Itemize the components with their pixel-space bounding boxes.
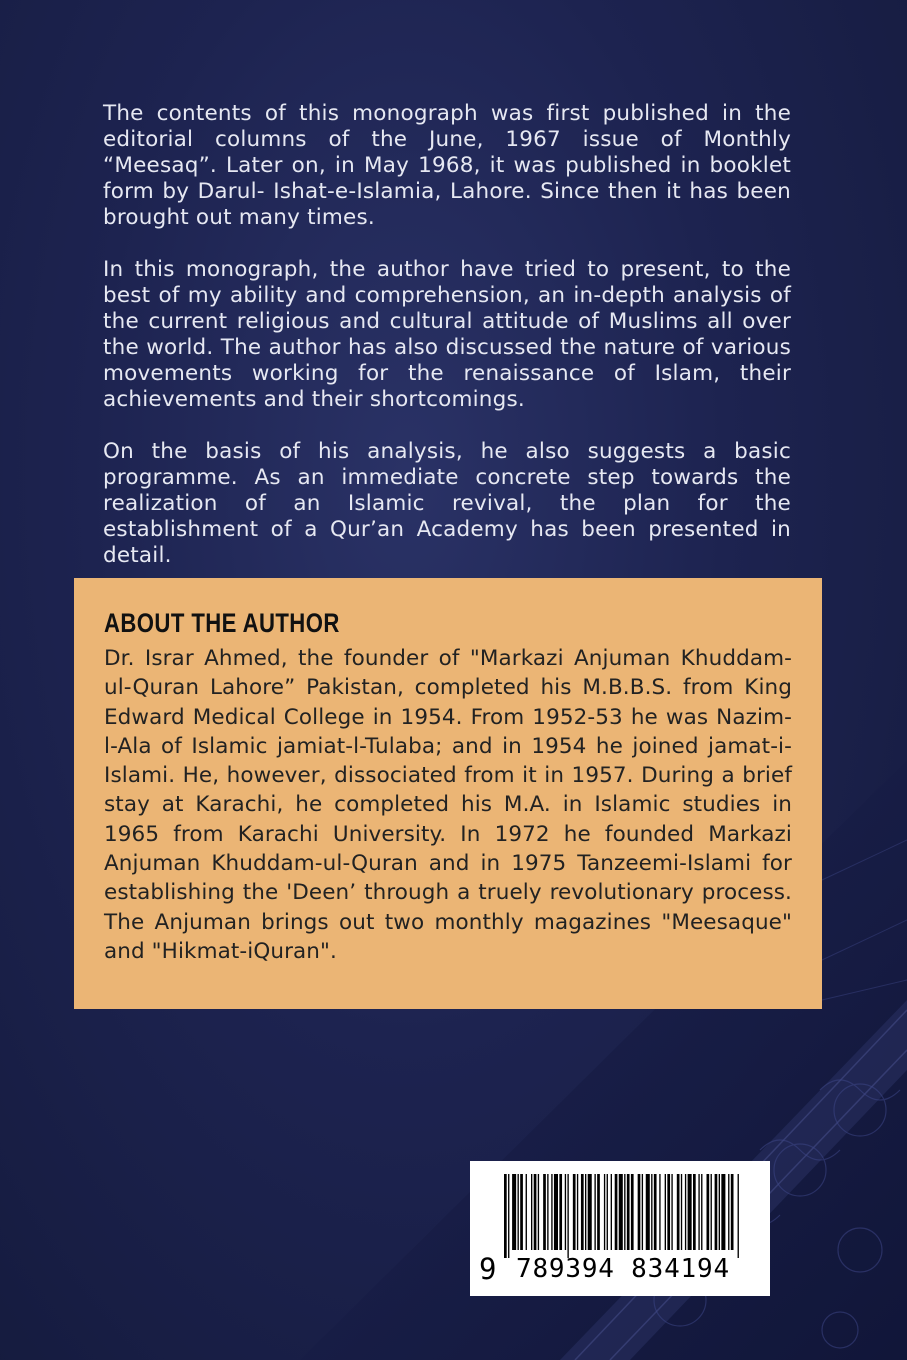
barcode-bar — [667, 1174, 670, 1250]
barcode-bar — [715, 1174, 718, 1250]
barcode-bar — [681, 1174, 682, 1250]
barcode-bar — [615, 1174, 618, 1250]
barcode-bar — [567, 1174, 568, 1258]
barcode-bar — [504, 1174, 507, 1258]
book-blurb — [103, 101, 791, 595]
barcode-bar — [659, 1174, 660, 1250]
barcode-bar — [701, 1174, 702, 1250]
blurb-paragraph: On the basis of his analysis, he also suggests a basic programme. As an immediate concrete step towards the realization of an Islamic revival, the plan for the establishment of a Qur’an Academy has been presented in detail. — [103, 439, 791, 568]
barcode-bar — [543, 1174, 546, 1250]
barcode-bar — [638, 1174, 641, 1250]
author-bio: Dr. Israr Ahmed, the founder of "Markazi Anjuman Khuddam-ul-Quran Lahore” Pakistan, completed his M.B.B.S. from King Edward Medical College in 1954. From 1952-53 he was Nazim-l-Ala of Islamic jamiat-l-Tulaba; and in 1954 he joined jamat-i-Islami. He, however, dissociated from it in 1957. During a brief stay at Karachi, he completed his M.A. in Islamic studies in 1965 from Karachi University. In 1972 he founded Markazi Anjuman Khuddam-ul-Quran and in 1975 Tanzeemi-Islami for establishing the 'Deen’ through a truely revolutionary process. The Anjuman brings out two monthly magazines "Meesaque" and "Hikmat-iQuran". — [104, 646, 792, 964]
barcode-bar — [707, 1174, 710, 1250]
blurb-paragraph: The contents of this monograph was first published in the editorial columns of the June, 1967 issue of Monthly “Meesaq”. Later on, in May 1968, it was published in booklet form by Darul- Ishat-e-Islamia, Lahore. Since then it has been brought out many times. — [103, 101, 791, 230]
barcode-bar — [597, 1174, 600, 1250]
barcode-bar — [518, 1174, 519, 1250]
barcode-bar — [577, 1174, 578, 1250]
barcode-bar — [607, 1174, 608, 1250]
barcode-bar — [685, 1174, 686, 1250]
barcode-bar — [671, 1174, 672, 1250]
barcode-bar — [547, 1174, 548, 1250]
barcode-bar — [711, 1174, 712, 1250]
barcode-bar — [719, 1174, 720, 1250]
barcode-bar — [698, 1174, 699, 1250]
barcode-bar — [551, 1174, 552, 1250]
barcode-bar — [721, 1174, 725, 1250]
barcode-bar — [627, 1174, 630, 1250]
barcode-bar — [693, 1174, 696, 1250]
barcode-bar — [531, 1174, 532, 1250]
barcode-bar — [526, 1174, 527, 1250]
barcode-bar — [631, 1174, 634, 1250]
isbn-barcode — [470, 1161, 770, 1296]
barcode-bar — [512, 1174, 516, 1250]
barcode-bar — [588, 1174, 592, 1250]
about-author-heading: ABOUT THE AUTHOR — [104, 608, 340, 638]
barcode-bar — [665, 1174, 666, 1250]
barcode-bar — [559, 1174, 562, 1250]
barcode-bar — [651, 1174, 652, 1250]
barcode-bar — [728, 1174, 729, 1250]
barcode-bar — [611, 1174, 612, 1250]
barcode-bars — [504, 1174, 740, 1258]
barcode-bar — [654, 1174, 657, 1250]
barcode-bar — [642, 1174, 643, 1250]
barcode-bar — [624, 1174, 625, 1250]
barcode-first-digit: 9 — [479, 1252, 497, 1286]
barcode-bar — [604, 1174, 605, 1250]
barcode-bar — [688, 1174, 692, 1250]
barcode-bar — [534, 1174, 537, 1250]
barcode-bar — [619, 1174, 623, 1250]
barcode-digits: 789394 834194 — [516, 1254, 730, 1284]
barcode-bar — [508, 1174, 509, 1258]
barcode-bar — [554, 1174, 558, 1250]
barcode-bar — [581, 1174, 584, 1250]
barcode-bar — [677, 1174, 680, 1250]
about-author-panel — [74, 578, 822, 1009]
barcode-bar — [538, 1174, 539, 1250]
barcode-bar — [573, 1174, 576, 1250]
barcode-bar — [520, 1174, 523, 1250]
barcode-bar — [731, 1174, 734, 1250]
barcode-bar — [646, 1174, 650, 1250]
barcode-bar — [585, 1174, 586, 1250]
blurb-paragraph: In this monograph, the author have tried to present, to the best of my ability and comprehension, an in-depth analysis of the current religious and cultural attitude of Muslims all over the world. The author has also discussed the nature of various movements working for the renaissance of Islam, their achievements and their shortcomings. — [103, 257, 791, 412]
barcode-bar — [594, 1174, 595, 1250]
barcode-bar — [738, 1174, 739, 1258]
barcode-bar — [565, 1174, 566, 1250]
